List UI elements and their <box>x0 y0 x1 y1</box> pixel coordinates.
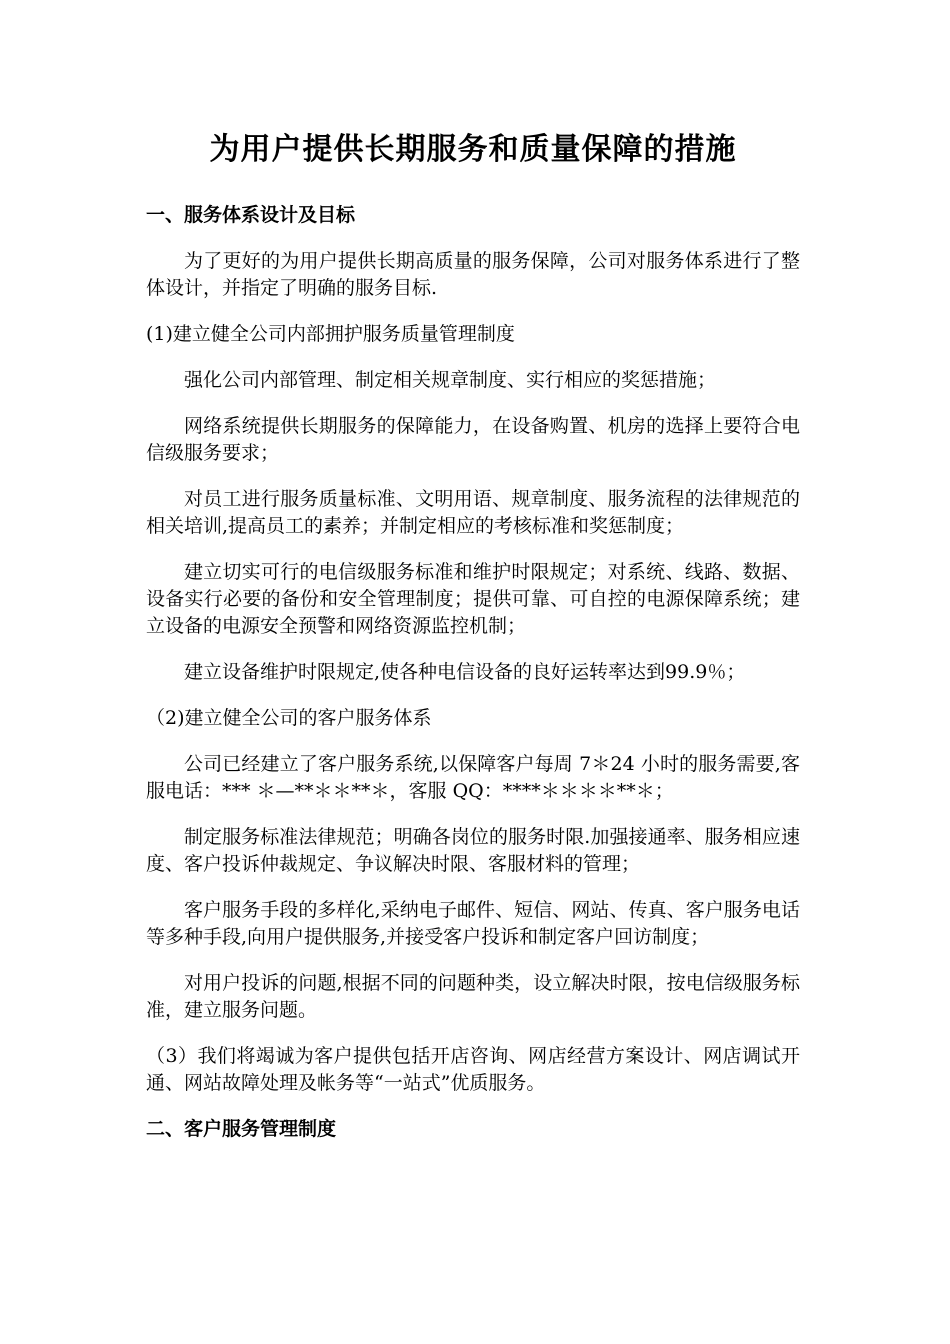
document-title: 为用户提供长期服务和质量保障的措施 <box>209 132 737 167</box>
paragraph: 对员工进行服务质量标准、文明用语、规章制度、服务流程的法律规范的相关培训,提高员工的素养；并制定相应的考核标准和奖惩制度； <box>146 488 800 537</box>
paragraph: 建立设备维护时限规定,使各种电信设备的良好运转率达到99.9％； <box>184 661 746 683</box>
subheading-2: （2)建立健全公司的客户服务体系 <box>146 707 432 729</box>
paragraph: 制定服务标准法律规范；明确各岗位的服务时限.加强接通率、服务相应速度、客户投诉仲裁规定、争议解决时限、客服材料的管理； <box>146 826 800 875</box>
subheading-1: (1)建立健全公司内部拥护服务质量管理制度 <box>146 323 515 345</box>
paragraph: 建立切实可行的电信级服务标准和维护时限规定；对系统、线路、数据、设备实行必要的备份和安全管理制度；提供可靠、可自控的电源保障系统；建立设备的电源安全预警和网络资源监控机制； <box>146 561 800 637</box>
paragraph: 公司已经建立了客户服务系统,以保障客户每周 7＊24 小时的服务需要,客服电话：*** ＊—**＊＊**＊，客服 QQ：****＊＊＊＊**＊； <box>146 753 800 802</box>
paragraph: 客户服务手段的多样化,采纳电子邮件、短信、网站、传真、客户服务电话等多种手段,向用户提供服务,并接受客户投诉和制定客户回访制度； <box>146 899 800 948</box>
subheading-3-paragraph: （3）我们将竭诚为客户提供包括开店咨询、网店经营方案设计、网店调试开通、网站故障处理及帐务等“一站式”优质服务。 <box>146 1045 800 1094</box>
intro-paragraph: 为了更好的为用户提供长期高质量的服务保障，公司对服务体系进行了整体设计，并指定了明确的服务目标. <box>146 250 800 299</box>
paragraph: 对用户投诉的问题,根据不同的问题种类，设立解决时限，按电信级服务标准，建立服务问题。 <box>146 972 800 1021</box>
paragraph: 网络系统提供长期服务的保障能力，在设备购置、机房的选择上要符合电信级服务要求； <box>146 415 800 464</box>
paragraph: 强化公司内部管理、制定相关规章制度、实行相应的奖惩措施； <box>184 369 717 391</box>
section-heading-2: 二、客户服务管理制度 <box>146 1118 337 1140</box>
section-heading-1: 一、服务体系设计及目标 <box>146 204 356 226</box>
